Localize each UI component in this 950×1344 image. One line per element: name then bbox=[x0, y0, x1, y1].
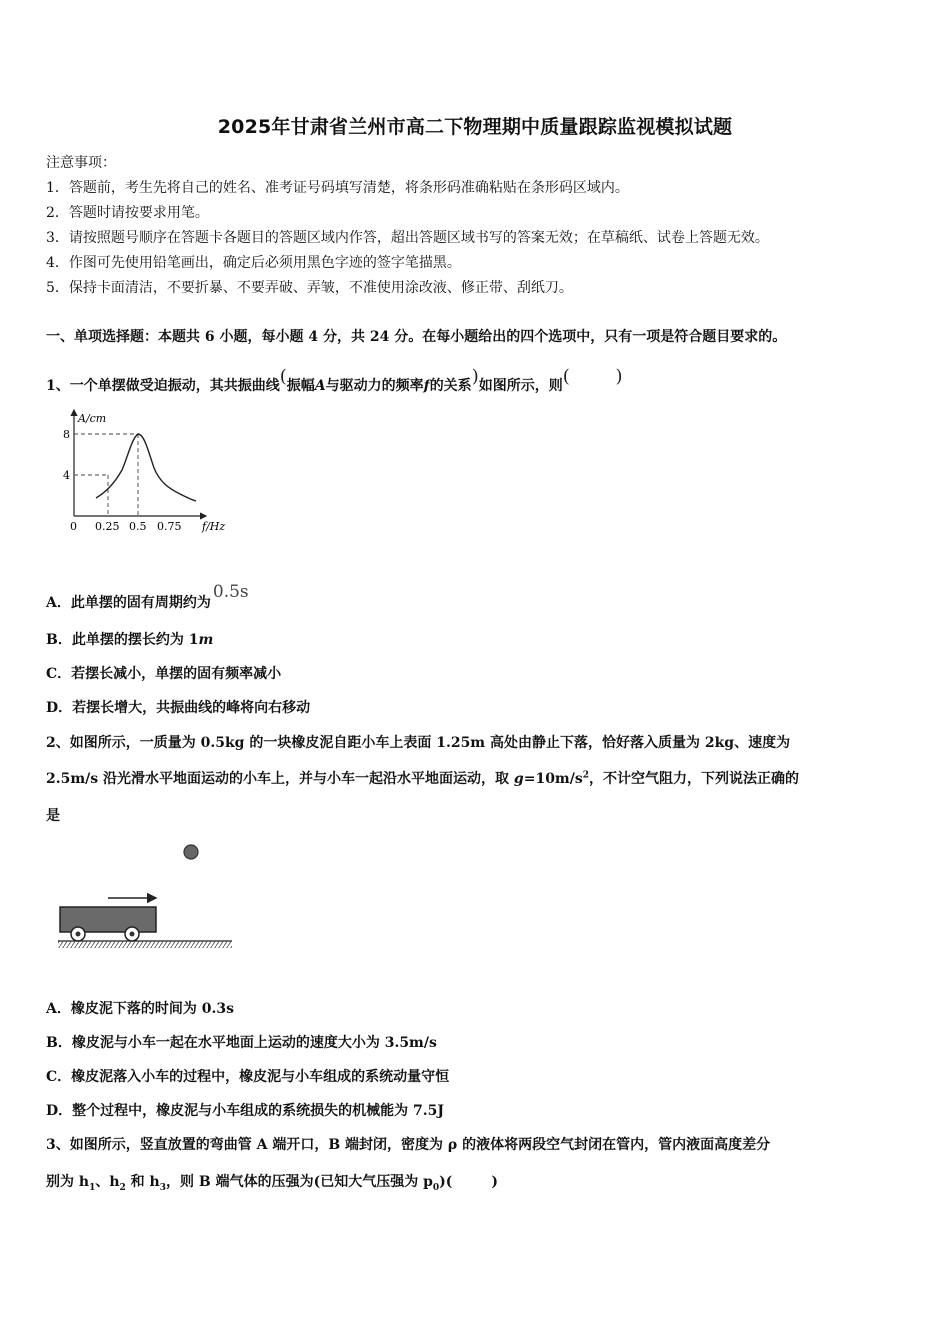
q2-line-1: 2、如图所示，一质量为 0.5kg 的一块橡皮泥自距小车上表面 1.25m 高处由静止下落，恰好落入质量为 2kg、速度为 bbox=[46, 735, 791, 751]
cart-figure bbox=[56, 838, 236, 954]
notice-item-4: 4．作图可先使用铅笔画出，确定后必须用黑色字迹的签字笔描黑。 bbox=[46, 255, 461, 271]
graph-ytick-4: 4 bbox=[63, 469, 70, 482]
cart-wheel-right-hub bbox=[130, 932, 135, 937]
notice-item-2: 2．答题时请按要求用笔。 bbox=[46, 205, 209, 221]
notice-item-5: 5．保持卡面清洁，不要折暴、不要弄破、弄皱，不准使用涂改液、修正带、刮纸刀。 bbox=[46, 280, 573, 296]
q1-var-a: A bbox=[314, 378, 326, 394]
ground-hatch bbox=[58, 941, 232, 948]
q1-option-d: D．若摆长增大，共振曲线的峰将向右移动 bbox=[46, 700, 311, 716]
q2-option-c: C．橡皮泥落入小车的过程中，橡皮泥与小车组成的系统动量守恒 bbox=[46, 1069, 450, 1085]
q1-var-f: f bbox=[423, 378, 430, 394]
q1-answer-paren: ( ) bbox=[562, 366, 623, 387]
notice-heading: 注意事项： bbox=[46, 155, 116, 171]
graph-xtick-025: 0.25 bbox=[95, 520, 120, 533]
q1-option-a-value: 0.5s bbox=[212, 582, 249, 602]
q3-line-2d: ，则 B 端气体的压强为(已知大气压强为 p bbox=[165, 1174, 433, 1190]
q2-line-2b: =10m/s bbox=[523, 771, 583, 787]
graph-xtick-0: 0 bbox=[70, 520, 77, 533]
q1-option-a-text: A．此单摆的固有周期约为 bbox=[46, 595, 211, 611]
page-title: 2025年甘肃省兰州市高二下物理期中质量跟踪监视模拟试题 bbox=[217, 116, 733, 138]
q3-line-1: 3、如图所示，竖直放置的弯曲管 A 端开口，B 端封闭，密度为 ρ 的液体将两段空气封闭在管内，管内液面高度差分 bbox=[46, 1137, 771, 1153]
q1-paren-left: ( bbox=[279, 366, 287, 387]
q3-line-2a: 别为 h bbox=[46, 1174, 90, 1190]
q1-option-c: C．若摆长减小，单摆的固有频率减小 bbox=[46, 666, 282, 682]
q2-option-d: D．整个过程中，橡皮泥与小车组成的系统损失的机械能为 7.5J bbox=[46, 1103, 444, 1119]
q2-line-2 bbox=[46, 768, 799, 788]
q1-paren-right: ) bbox=[471, 366, 479, 387]
graph-ylabel: A/cm bbox=[78, 412, 107, 425]
q3-sub-1: 1 bbox=[89, 1182, 96, 1193]
section-heading: 一、单项选择题：本题共 6 小题，每小题 4 分，共 24 分。在每小题给出的四个选项中，只有一项是符合题目要求的。 bbox=[46, 329, 787, 345]
q1-stem-e: 如图所示，则 bbox=[478, 378, 563, 394]
q1-option-a bbox=[46, 582, 249, 612]
q3-line-2b: 、h bbox=[95, 1174, 120, 1190]
q2-option-a: A．橡皮泥下落的时间为 0.3s bbox=[46, 1001, 234, 1017]
q2-superscript: 2 bbox=[582, 770, 590, 781]
q2-option-b: B．橡皮泥与小车一起在水平地面上运动的速度大小为 3.5m/s bbox=[46, 1035, 437, 1051]
q1-option-b bbox=[46, 629, 213, 649]
q2-line-3: 是 bbox=[46, 808, 60, 824]
q3-sub-2: 2 bbox=[119, 1182, 126, 1193]
q1-stem-a: 1、一个单摆做受迫振动，其共振曲线 bbox=[46, 378, 280, 394]
graph-ytick-8: 8 bbox=[63, 428, 70, 441]
putty-ball bbox=[184, 845, 198, 859]
q1-stem-c: 与驱动力的频率 bbox=[325, 378, 424, 394]
q3-line-2e: )( ) bbox=[439, 1174, 498, 1190]
q2-line-2c: ，不计空气阻力，下列说法正确的 bbox=[589, 771, 800, 787]
cart-wheel-left-hub bbox=[76, 932, 81, 937]
resonance-curve bbox=[96, 434, 196, 501]
q3-sub-0: 0 bbox=[432, 1182, 440, 1193]
graph-xtick-05: 0.5 bbox=[129, 520, 147, 533]
q1-stem-d: 的关系 bbox=[429, 378, 472, 394]
q1-option-b-unit: m bbox=[198, 632, 214, 648]
notice-item-3: 3．请按照题号顺序在答题卡各题目的答题区域内作答，超出答题区域书写的答案无效；在草稿纸、试卷上答题无效。 bbox=[46, 230, 769, 246]
q3-sub-3: 3 bbox=[159, 1182, 166, 1193]
graph-xtick-075: 0.75 bbox=[157, 520, 182, 533]
q1-option-b-text: B．此单摆的摆长约为 1 bbox=[46, 632, 199, 648]
graph-xlabel: f/Hz bbox=[202, 520, 226, 533]
q1-stem bbox=[46, 366, 623, 395]
notice-item-1: 1．答题前，考生先将自己的姓名、准考证号码填写清楚，将条形码准确粘贴在条形码区域内。 bbox=[46, 180, 629, 196]
q3-line-2 bbox=[46, 1171, 498, 1193]
resonance-curve-graph bbox=[56, 404, 256, 542]
q1-stem-b: 振幅 bbox=[286, 378, 315, 394]
q2-var-g: g bbox=[513, 771, 524, 787]
q2-line-2a: 2.5m/s 沿光滑水平地面运动的小车上，并与小车一起沿水平地面运动，取 bbox=[46, 771, 514, 787]
q3-line-2c: 和 h bbox=[125, 1174, 160, 1190]
